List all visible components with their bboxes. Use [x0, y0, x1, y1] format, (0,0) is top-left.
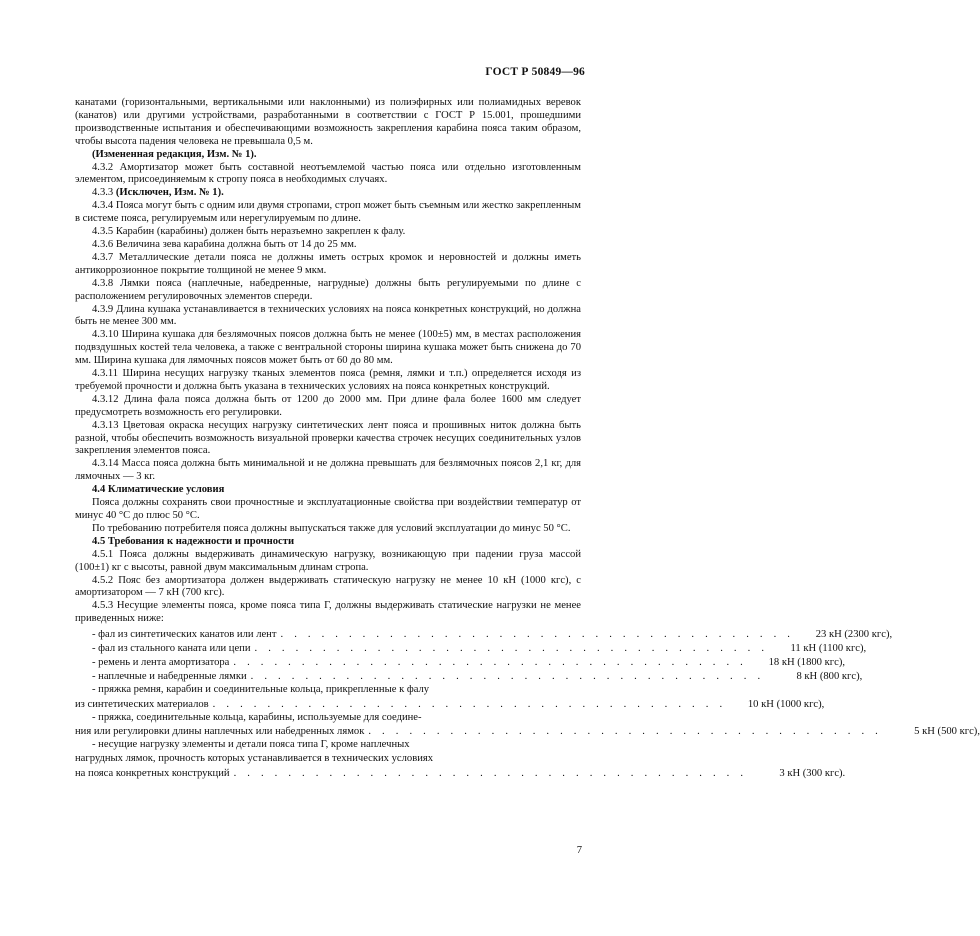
clause-4-3-7: 4.3.7 Металлические детали пояса не должны иметь острых кромок и неровностей и должны иметь антикоррозионное покрытие толщиной не менее 9 мкм. [75, 251, 581, 276]
leader-dots: . . . . . . . . . . . . . . . . . . . . . . . . . . . . . . . . . . . . . . [233, 656, 748, 668]
list-item [75, 670, 863, 684]
page-number: 7 [576, 845, 582, 856]
load-label: - наплечные и набедренные лямки [92, 670, 247, 682]
clause-4-5-2: 4.5.2 Пояс без амортизатора должен выдерживать статическую нагрузку не менее 10 кН (1000 кгс), с амортизатором — 7 кН (700 кгс). [75, 574, 581, 599]
clause-4-3-10: 4.3.10 Ширина кушака для безлямочных поясов должна быть не менее (100±5) мм, в местах расположения подвздушных костей тела человека, а также с вентральной стороны ширина кушака может быть снижена до 70 мм. Ширина кушака для лямочных поясов может быть от 60 до 80 мм. [75, 329, 581, 367]
load-label: на пояса конкретных конструкций [75, 768, 230, 780]
list-item [75, 725, 980, 739]
clause-4-5-1: 4.5.1 Пояса должны выдерживать динамическую нагрузку, возникающую при падении груза массой (100±1) кг с высоты, равной двум максимальным длинам стропа. [75, 548, 581, 573]
leader-dots: . . . . . . . . . . . . . . . . . . . . . . . . . . . . . . . . . . . . . . [250, 670, 765, 682]
load-value: 10 кН (1000 кгс), [747, 698, 825, 710]
list-item [75, 656, 846, 670]
clause-4-3-2: 4.3.2 Амортизатор может быть составной неотъемлемой частью пояса или отдельно изготовленным элементом, присоединяемым к стропу пояса в необходимых случаях. [75, 161, 581, 186]
clause-number: 4.3.3 [92, 187, 116, 199]
clause-4-3-4: 4.3.4 Пояса могут быть с одним или двумя стропами, строп может быть съемным или жестко закрепленным в системе пояса, регулируемым или нерегулируемым по длине. [75, 200, 581, 225]
clause-4-3-14: 4.3.14 Масса пояса должна быть минимальной и не должна превышать для безлямочных поясов 2,1 кг, для лямочных — 3 кг. [75, 458, 581, 483]
list-item [75, 628, 893, 642]
section-heading-4-5: 4.5 Требования к надежности и прочности [92, 535, 295, 547]
leader-dots: . . . . . . . . . . . . . . . . . . . . . . . . . . . . . . . . . . . . . . [212, 698, 727, 710]
list-item-second-line: нагрудных лямок, прочность которых устанавливается в технических условиях [75, 753, 434, 765]
load-label: - фал из синтетических канатов или лент [92, 629, 277, 641]
section-heading-4-4: 4.4 Климатические условия [92, 484, 225, 496]
clause-4-5-3: 4.5.3 Несущие элементы пояса, кроме пояса типа Г, должны выдерживать статические нагрузки не менее приведенных ниже: [75, 600, 581, 625]
load-value: 23 кН (2300 кгс), [815, 629, 893, 641]
clause-4-3-6: 4.3.6 Величина зева карабина должна быть от 14 до 25 мм. [92, 238, 357, 250]
document-header: ГОСТ Р 50849—96 [485, 66, 585, 78]
load-value: 3 кН (300 кгс). [779, 768, 846, 780]
clause-4-3-13: 4.3.13 Цветовая окраска несущих нагрузку синтетических лент пояса и прошивных ниток должна быть разной, чтобы обеспечить возможность визуальной проверки качества строчек несущих соединительных узлов закрепления элементов пояса. [75, 419, 581, 457]
load-label: - ремень и лента амортизатора [92, 656, 230, 668]
leader-dots: . . . . . . . . . . . . . . . . . . . . . . . . . . . . . . . . . . . . . . [233, 768, 748, 780]
clause-4-3-12: 4.3.12 Длина фала пояса должна быть от 1200 до 2000 мм. При длине фала более 1600 мм следует предусмотреть возможность его регулировки. [75, 393, 581, 418]
load-list [75, 628, 980, 781]
load-label: ния или регулировки длины наплечных или набедренных лямок [75, 726, 365, 738]
excluded-note: (Исключен, Изм. № 1). [115, 187, 224, 199]
list-item-first-line: - несущие нагрузку элементы и детали пояса типа Г, кроме наплечных [92, 739, 410, 751]
leader-dots: . . . . . . . . . . . . . . . . . . . . . . . . . . . . . . . . . . . . . . [368, 726, 882, 738]
list-item-first-line: - пряжка ремня, карабин и соединительные кольца, прикрепленные к фалу [92, 683, 430, 695]
clause-4-3-9: 4.3.9 Длина кушака устанавливается в технических условиях на пояса конкретных конструкций, но должна быть не менее 300 мм. [75, 303, 581, 328]
amendment-note [75, 149, 581, 162]
leader-dots: . . . . . . . . . . . . . . . . . . . . . . . . . . . . . . . . . . . . . . [254, 643, 769, 655]
leader-dots: . . . . . . . . . . . . . . . . . . . . . . . . . . . . . . . . . . . . . . [280, 629, 795, 641]
document-body [75, 97, 980, 781]
paragraph: канатами (горизонтальными, вертикальными или наклонными) из полиэфирных или полиамидных веревок (канатов) или другими устройствами, разработанными в соответствии с ГОСТ Р 15.001, прошедшими производственные испытания и обеспечивающими возможность закрепления карабина пояса таким образом, чтобы высота падения человека не превышала 0,5 м. [75, 97, 581, 147]
climate-paragraph: По требованию потребителя пояса должны выпускаться также для условий эксплуатации до минус 50 °С. [92, 522, 571, 534]
list-item-first-line: - пряжка, соединительные кольца, карабины, используемые для соедине- [92, 711, 422, 723]
list-item [75, 642, 867, 656]
climate-paragraph: Пояса должны сохранять свои прочностные и эксплуатационные свойства при воздействии температур от минус 40 °С до плюс 50 °С. [75, 497, 581, 521]
load-value: 11 кН (1100 кгс), [790, 643, 867, 655]
amendment-text: (Измененная редакция, Изм. № 1). [92, 148, 257, 160]
load-value: 8 кН (800 кгс), [796, 670, 863, 682]
list-item [75, 698, 825, 712]
load-label: из синтетических материалов [75, 698, 209, 710]
load-value: 18 кН (1800 кгс), [768, 656, 846, 668]
clause-4-3-11: 4.3.11 Ширина несущих нагрузку тканых элементов пояса (ремня, лямки и т.п.) определяется исходя из требуемой прочности и должна быть указана в технических условиях на пояса конкретных конструкций. [75, 368, 581, 392]
clause-4-3-8: 4.3.8 Лямки пояса (наплечные, набедренные, нагрудные) должны быть регулируемыми по длине с расположением регулировочных элементов спереди. [75, 277, 581, 302]
clause-4-3-3 [75, 187, 581, 200]
list-item [75, 767, 846, 781]
load-value: 5 кН (500 кгс), [914, 726, 980, 738]
load-label: - фал из стального каната или цепи [92, 643, 251, 655]
clause-4-3-5: 4.3.5 Карабин (карабины) должен быть неразъемно закреплен к фалу. [92, 226, 406, 238]
